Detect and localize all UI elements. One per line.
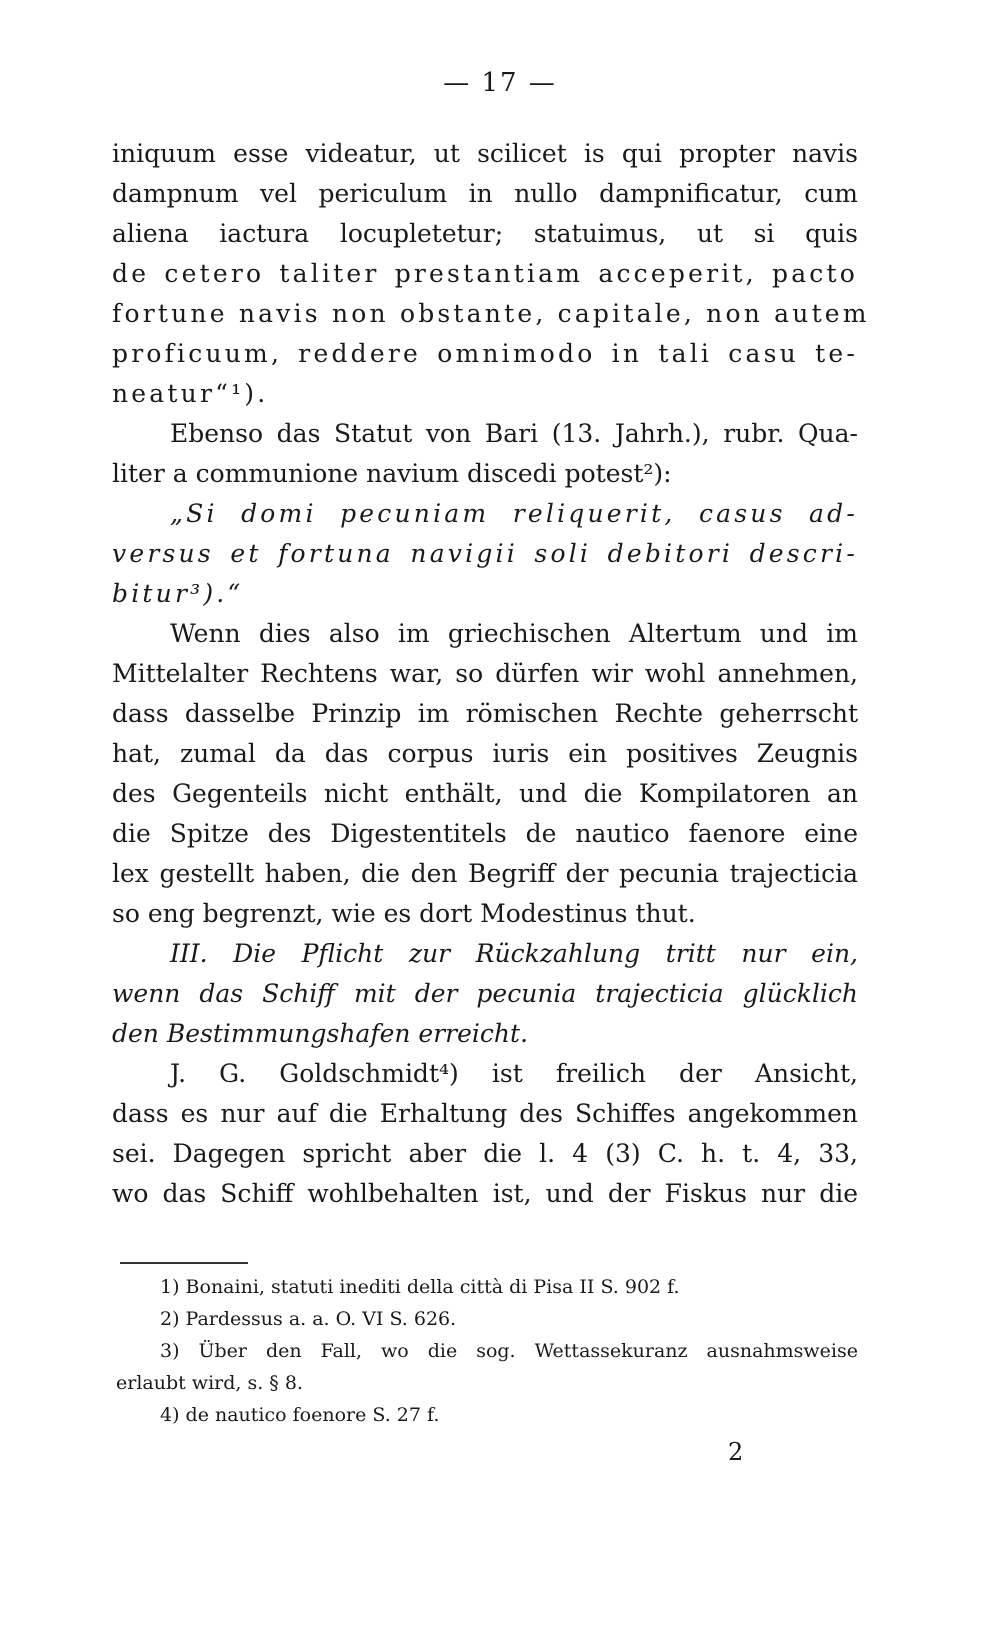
footnote-4: 4) de nautico foenore S. 27 f.: [160, 1404, 440, 1426]
body-line-17: des Gegenteils nicht enthält, und die Kompilatoren an: [112, 779, 858, 808]
footnote-1: 1) Bonaini, statuti inediti della città di Pisa II S. 902 f.: [160, 1276, 680, 1298]
body-line-24: J. G. Goldschmidt⁴) ist freilich der Ansicht,: [170, 1059, 858, 1088]
body-line-2: dampnum vel periculum in nullo dampnificatur, cum: [112, 179, 858, 208]
body-line-14: Mittelalter Rechtens war, so dürfen wir wohl annehmen,: [112, 659, 858, 688]
body-line-26: sei. Dagegen spricht aber die l. 4 (3) C. h. t. 4, 33,: [112, 1139, 858, 1168]
footnote-separator: [120, 1262, 248, 1264]
body-line-18: die Spitze des Digestentitels de nautico faenore eine: [112, 819, 858, 848]
body-line-7: neatur“¹).: [112, 379, 269, 408]
body-line-25: dass es nur auf die Erhaltung des Schiffes angekommen: [112, 1099, 858, 1128]
footnote-3-continued: erlaubt wird, s. § 8.: [116, 1372, 303, 1394]
body-line-12: bitur³).“: [112, 579, 244, 608]
body-line-15: dass dasselbe Prinzip im römischen Rechte geherrscht: [112, 699, 858, 728]
body-line-10: „Si domi pecuniam reliquerit, casus ad-: [170, 499, 858, 528]
body-line-22: wenn das Schiff mit der pecunia trajecticia glücklich: [112, 979, 858, 1008]
body-line-4: de cetero taliter prestantiam acceperit, pacto: [112, 259, 858, 288]
body-line-16: hat, zumal da das corpus iuris ein positives Zeugnis: [112, 739, 858, 768]
body-line-11: versus et fortuna navigii soli debitori descri-: [112, 539, 858, 568]
body-line-1: iniquum esse videatur, ut scilicet is qui propter navis: [112, 139, 858, 168]
body-line-5: fortune navis non obstante, capitale, non autem: [112, 299, 870, 328]
body-line-8: Ebenso das Statut von Bari (13. Jahrh.), rubr. Qua-: [170, 419, 858, 448]
body-line-27: wo das Schiff wohlbehalten ist, und der Fiskus nur die: [112, 1179, 858, 1208]
body-line-13: Wenn dies also im griechischen Altertum und im: [170, 619, 858, 648]
footnote-3: 3) Über den Fall, wo die sog. Wettassekuranz ausnahmsweise: [160, 1340, 858, 1362]
body-line-23: den Bestimmungshafen erreicht.: [112, 1019, 529, 1048]
body-line-3: aliena iactura locupletetur; statuimus, ut si quis: [112, 219, 858, 248]
body-line-21: III. Die Pflicht zur Rückzahlung tritt nur ein,: [170, 939, 858, 968]
signature-mark: 2: [728, 1438, 744, 1466]
body-line-19: lex gestellt haben, die den Begriff der pecunia trajecticia: [112, 859, 858, 888]
body-line-9: liter a communione navium discedi potest²):: [112, 459, 672, 488]
footnote-2: 2) Pardessus a. a. O. VI S. 626.: [160, 1308, 457, 1330]
page-number-header: — 17 —: [443, 68, 557, 98]
body-line-6: proficuum, reddere omnimodo in tali casu te-: [112, 339, 858, 368]
body-line-20: so eng begrenzt, wie es dort Modestinus thut.: [112, 899, 696, 928]
